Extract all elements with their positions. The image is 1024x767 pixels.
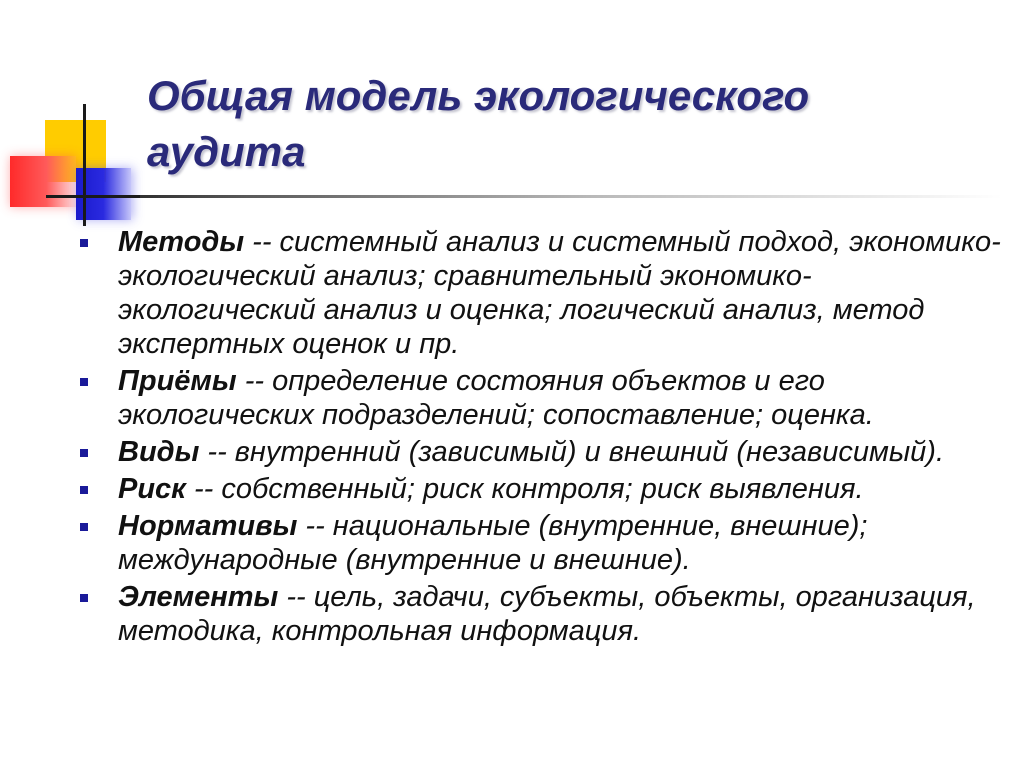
red-square-decoration <box>10 156 76 207</box>
item-text: -- национальные (внутренние, внешние); международные (внутренние и внешние). <box>118 510 868 576</box>
list-item <box>78 364 1008 432</box>
item-term: Элементы <box>118 581 279 613</box>
square-bullet-icon <box>80 449 88 457</box>
slide-title-line-1: Общая модель экологического <box>147 72 810 119</box>
square-bullet-icon <box>80 239 88 247</box>
item-term: Виды <box>118 436 200 468</box>
list-item <box>78 509 1008 577</box>
square-bullet-icon <box>80 523 88 531</box>
bullet-list <box>78 225 1008 651</box>
list-item <box>78 580 1008 648</box>
item-term: Методы <box>118 226 245 258</box>
title-underline-rule <box>82 195 1002 198</box>
list-item <box>78 435 1008 469</box>
horizontal-line-decoration <box>46 195 140 198</box>
item-term: Риск <box>118 473 186 505</box>
item-text: -- системный анализ и системный подход, экономико-экологический анализ; сравнительный экономико-экологический анализ и оценка; логический анализ, метод экспертных оценок и пр. <box>118 226 1001 360</box>
item-text: -- определение состояния объектов и его экологических подразделений; сопоставление; оценка. <box>118 365 874 431</box>
slide-title <box>147 68 1007 180</box>
item-term: Нормативы <box>118 510 298 542</box>
item-term: Приёмы <box>118 365 237 397</box>
square-bullet-icon <box>80 486 88 494</box>
slide-title-line-2: аудита <box>147 128 306 175</box>
list-item <box>78 472 1008 506</box>
vertical-line-decoration <box>83 104 86 226</box>
list-item <box>78 225 1008 361</box>
square-bullet-icon <box>80 378 88 386</box>
square-bullet-icon <box>80 594 88 602</box>
item-text: -- цель, задачи, субъекты, объекты, организация, методика, контрольная информация. <box>118 581 976 647</box>
item-text: -- внутренний (зависимый) и внешний (независимый). <box>199 436 945 468</box>
item-text: -- собственный; риск контроля; риск выявления. <box>185 473 864 505</box>
